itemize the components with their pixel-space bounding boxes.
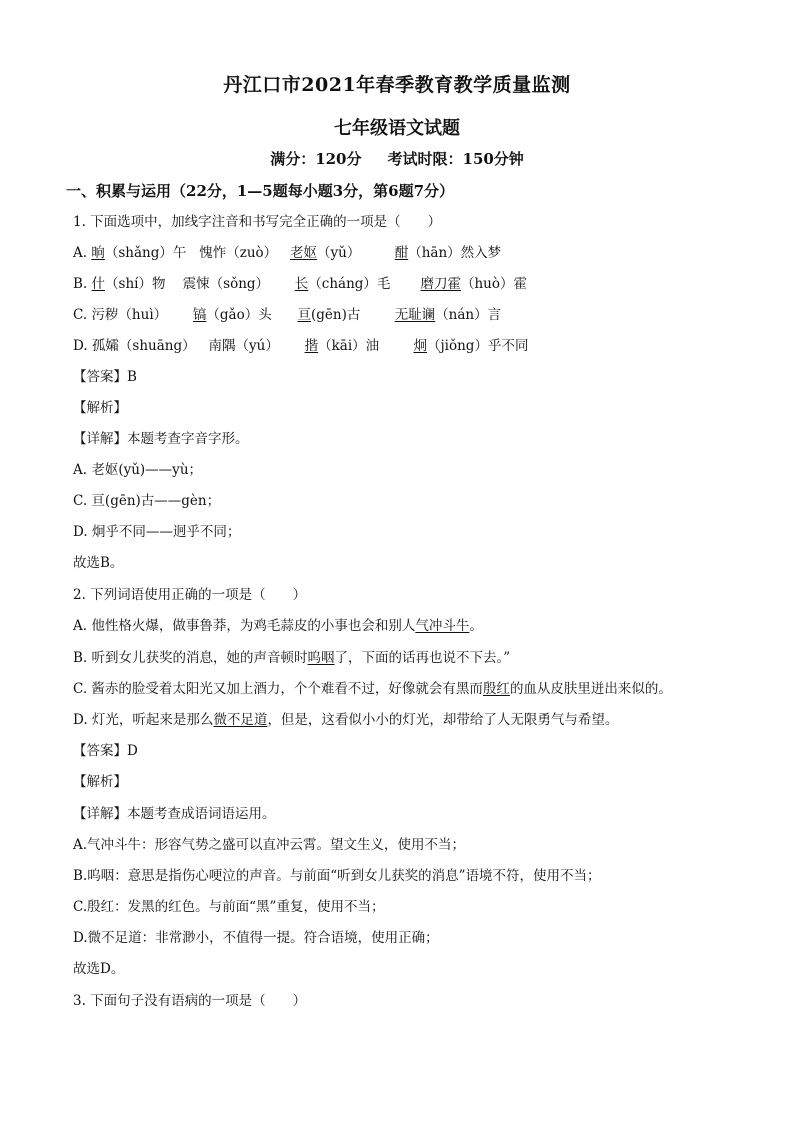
q1-explain-a: A. 老妪(yǔ)——yù； <box>73 462 203 478</box>
q1-explain-d: D. 炯乎不同——迥乎不同； <box>73 524 241 540</box>
q2-option-d: D. 灯光，听起来是那么微不足道，但是，这看似小小的灯光，却带给了人无限勇气与希望。 <box>73 712 619 728</box>
q2-detail: 【详解】本题考查成语词语运用。 <box>73 806 276 822</box>
q2-explain-d: D.微不足道：非常渺小，不值得一提。符合语境，使用正确； <box>73 930 439 946</box>
score-info: 满分：120分 <box>270 150 362 168</box>
time-info: 考试时限：150分钟 <box>387 150 524 168</box>
q2-option-b: B. 听到女儿获奖的消息，她的声音顿时呜咽了，下面的话再也说不下去。” <box>73 650 511 666</box>
q1-option-d: D. 孤孀（shuāng） 南隅（yú） 揩（kāi）油 炯（jiǒng）乎不同 <box>73 338 529 354</box>
q2-answer: 【答案】D <box>73 743 138 759</box>
q1-explain-c: C. 亘(gēn)古——gèn； <box>73 493 221 509</box>
q1-conclusion: 故选B。 <box>73 555 124 571</box>
q1-option-c: C. 污秽（huì） 镐（gǎo）头 亘(gēn)古 无耻谰（nán）言 <box>73 307 502 323</box>
exam-meta <box>0 148 794 169</box>
q2-explain-c: C.殷红：发黑的红色。与前面“黑”重复，使用不当； <box>73 899 385 915</box>
q1-answer: 【答案】B <box>73 369 137 385</box>
q2-explain-b: B.呜咽：意思是指伤心哽泣的声音。与前面“听到女儿获奖的消息”语境不符，使用不当； <box>73 868 601 884</box>
q1-stem: 1. 下面选项中，加线字注音和书写完全正确的一项是（ ） <box>73 214 442 230</box>
exam-subtitle: 七年级语文试题 <box>334 118 460 139</box>
q1-option-a: A. 晌（shǎng）午 愧怍（zuò） 老妪（yǔ） 酣（hān）然入梦 <box>73 245 502 261</box>
q3-stem: 3. 下面句子没有语病的一项是（ ） <box>73 993 307 1009</box>
q1-option-b: B. 什（shí）物 震悚（sǒng） 长（cháng）毛 磨刀霍（huò）霍 <box>73 276 528 292</box>
q2-explain-a: A.气冲斗牛：形容气势之盛可以直冲云霄。望文生义，使用不当； <box>73 837 466 853</box>
q2-option-c: C. 酱赤的脸受着太阳光又加上酒力，个个难看不过，好像就会有黑而殷红的血从皮肤里迸出来似的。 <box>73 681 672 697</box>
exam-title: 丹江口市2021年春季教育教学质量监测 <box>223 74 571 96</box>
q1-analysis: 【解析】 <box>73 400 127 416</box>
q1-detail: 【详解】本题考查字音字形。 <box>73 431 249 447</box>
q2-conclusion: 故选D。 <box>73 961 125 977</box>
q2-stem: 2. 下列词语使用正确的一项是（ ） <box>73 587 307 603</box>
q2-analysis: 【解析】 <box>73 774 127 790</box>
q2-option-a: A. 他性格火爆，做事鲁莽，为鸡毛蒜皮的小事也会和别人气冲斗牛。 <box>73 618 483 634</box>
section-heading: 一、积累与运用（22分，1—5题每小题3分，第6题7分） <box>66 182 455 200</box>
